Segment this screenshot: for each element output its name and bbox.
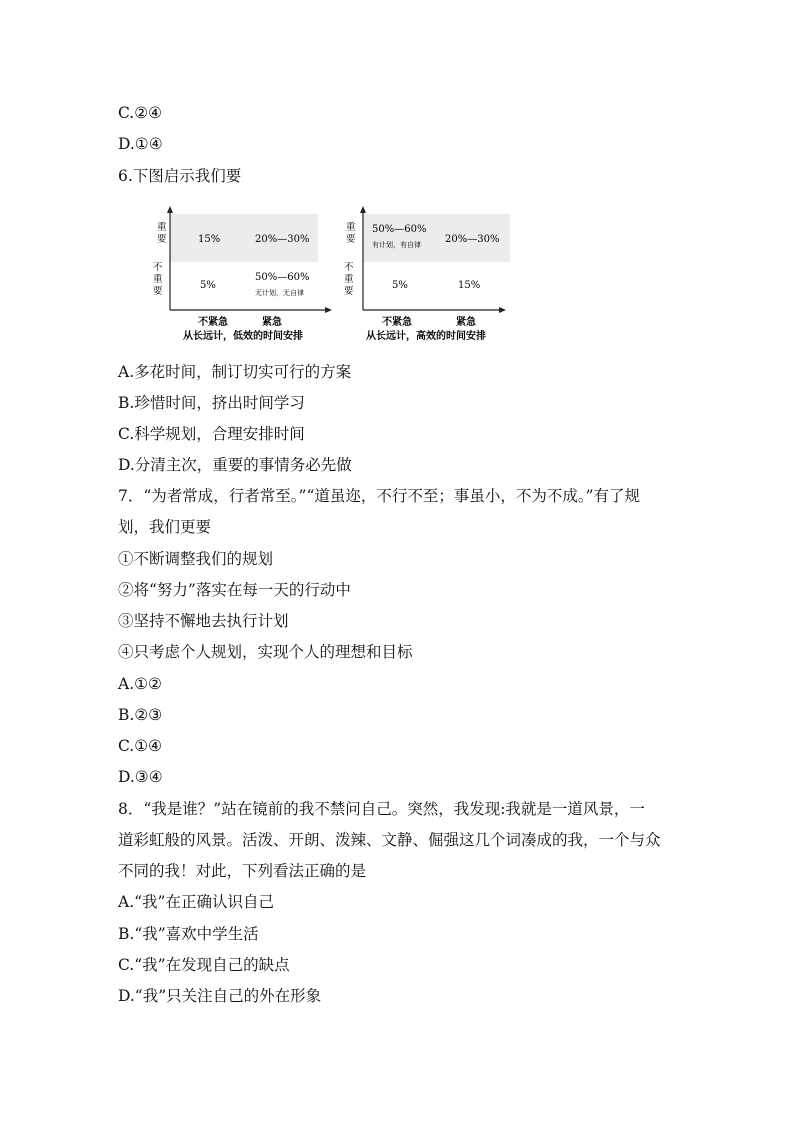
q7-stem-line2: 划，我们更要 — [118, 518, 212, 536]
left-y-top-label-2: 要 — [157, 234, 167, 245]
q7-option-c: C.①④ — [118, 737, 163, 755]
left-x-arrow-icon — [325, 307, 332, 313]
q6-stem: 6.下图启示我们要 — [118, 167, 242, 185]
left-x-left-label: 不紧急 — [198, 317, 228, 328]
q8-option-d: D.“我”只关注自己的外在形象 — [118, 987, 322, 1005]
left-cell-bottom-right-note: 无计划，无自律 — [255, 289, 304, 297]
right-caption: 从长远计，高效的时间安排 — [366, 331, 486, 342]
q7-item-2: ②将“努力”落实在每一天的行动中 — [118, 581, 351, 599]
q7-option-b: B.②③ — [118, 706, 163, 724]
left-cell-top-right: 20%—30% — [255, 234, 310, 245]
q7-stem-line1: 7．“为者常成，行者常至。”“道虽迩，不行不至；事虽小，不为不成。”有了规 — [118, 487, 641, 505]
q7-item-4: ④只考虑个人规划，实现个人的理想和目标 — [118, 643, 413, 661]
right-y-arrow-icon — [360, 206, 366, 213]
q8-option-c: C.“我”在发现自己的缺点 — [118, 956, 290, 974]
q8-stem-line3: 不同的我！对此，下列看法正确的是 — [118, 862, 367, 880]
q6-option-c: C.科学规划，合理安排时间 — [118, 425, 305, 443]
right-cell-top-left: 50%—60% — [372, 224, 427, 235]
q8-option-a: A.“我”在正确认识自己 — [118, 893, 274, 911]
prev-option-c: C.②④ — [118, 104, 163, 122]
right-y-bottom-label-1: 不 — [344, 262, 354, 273]
left-y-bottom-label-1: 不 — [153, 262, 163, 273]
left-y-bottom-label-3: 要 — [153, 286, 163, 297]
left-cell-top-left: 15% — [198, 234, 221, 245]
q7-item-3: ③坚持不懈地去执行计划 — [118, 612, 289, 630]
q6-figure — [150, 200, 510, 348]
q8-option-b: B.“我”喜欢中学生活 — [118, 925, 259, 943]
right-y-top-label-1: 重 — [346, 222, 356, 233]
left-cell-bottom-right: 50%—60% — [255, 272, 310, 283]
q8-stem-line2: 道彩虹般的风景。活泼、开朗、泼辣、文静、倔强这几个词凑成的我，一个与众 — [118, 831, 661, 849]
left-caption: 从长远计，低效的时间安排 — [183, 331, 303, 342]
q6-option-a: A.多花时间，制订切实可行的方案 — [118, 363, 352, 381]
left-y-bottom-label-2: 重 — [153, 274, 163, 285]
q8-stem-line1: 8．“我是谁？”站在镜前的我不禁问自己。突然，我发现:我就是一道风景，一 — [118, 800, 645, 818]
q7-option-a: A.①② — [118, 675, 162, 693]
left-y-arrow-icon — [167, 206, 173, 213]
right-cell-bottom-left: 5% — [392, 280, 408, 291]
right-y-bottom-label-2: 重 — [344, 274, 354, 285]
left-x-right-label: 紧急 — [262, 317, 282, 328]
left-y-top-label-1: 重 — [157, 222, 167, 233]
right-y-top-label-2: 要 — [346, 234, 356, 245]
right-cell-top-right: 20%—30% — [445, 234, 500, 245]
right-cell-top-left-note: 有计划，有自律 — [372, 241, 421, 249]
right-y-bottom-label-3: 要 — [344, 286, 354, 297]
left-cell-bottom-left: 5% — [200, 280, 216, 291]
right-x-left-label: 不紧急 — [382, 317, 412, 328]
right-x-right-label: 紧急 — [456, 317, 476, 328]
q6-option-b: B.珍惜时间，挤出时间学习 — [118, 394, 305, 412]
right-cell-bottom-right: 15% — [458, 280, 481, 291]
right-x-arrow-icon — [499, 307, 506, 313]
q7-item-1: ①不断调整我们的规划 — [118, 550, 274, 568]
q7-option-d: D.③④ — [118, 768, 163, 786]
time-quadrant-diagram — [150, 200, 510, 348]
q6-option-d: D.分清主次，重要的事情务必先做 — [118, 456, 352, 474]
prev-option-d: D.①④ — [118, 135, 163, 153]
